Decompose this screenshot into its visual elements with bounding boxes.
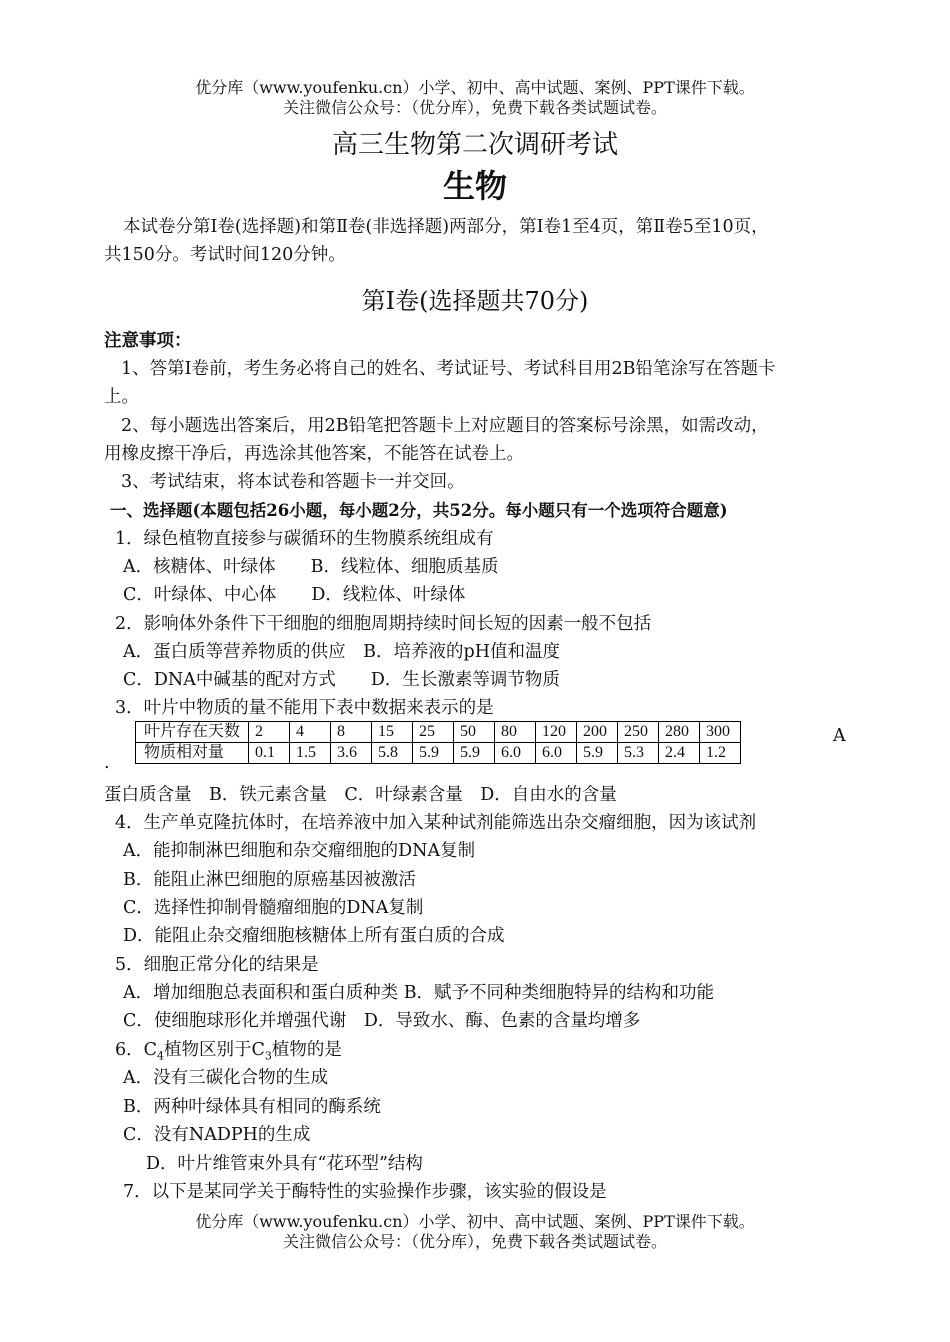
q5-options-cd: C．使细胞球形化并增强代谢 D．导致水、酶、色素的含量均增多 xyxy=(123,1011,641,1031)
table-cell: 50 xyxy=(454,722,495,743)
q3-data-table xyxy=(135,721,741,764)
table-cell: 4 xyxy=(290,722,331,743)
q3-option-a-letter: A xyxy=(833,726,846,746)
table-cell: 80 xyxy=(495,722,536,743)
notes-heading: 注意事项： xyxy=(104,331,192,351)
q7-stem: 7．以下是某同学关于酶特性的实验操作步骤，该实验的假设是 xyxy=(123,1182,607,1202)
q6-option-d: D．叶片维管束外具有“花环型”结构 xyxy=(146,1154,423,1174)
q6-sub-3: 3 xyxy=(264,1049,272,1063)
q4-option-b: B．能阻止淋巴细胞的原癌基因被激活 xyxy=(123,870,416,890)
table-cell: 200 xyxy=(577,722,618,743)
table-cell: 120 xyxy=(536,722,577,743)
q4-option-d: D．能阻止杂交瘤细胞核糖体上所有蛋白质的合成 xyxy=(123,926,505,946)
section-title: 第Ⅰ卷(选择题共70分) xyxy=(361,287,589,315)
table-cell: 1.2 xyxy=(700,743,741,764)
q6-stem-post: 植物的是 xyxy=(271,1040,342,1060)
q6-stem-mid: 植物区别于C xyxy=(164,1040,265,1060)
table-cell: 280 xyxy=(659,722,700,743)
row-label-days: 叶片存在天数 xyxy=(136,722,249,743)
q6-option-b: B．两种叶绿体具有相同的酶系统 xyxy=(123,1097,381,1117)
table-cell: 6.0 xyxy=(495,743,536,764)
row-label-amount: 物质相对量 xyxy=(136,743,249,764)
q1-options-ab: A．核糖体、叶绿体 B．线粒体、细胞质基质 xyxy=(123,557,499,577)
note-2a: 2、每小题选出答案后，用2B铅笔把答题卡上对应题目的答案标号涂黑，如需改动， xyxy=(121,416,769,436)
q5-options-ab: A．增加细胞总表面积和蛋白质种类 B．赋予不同种类细胞特异的结构和功能 xyxy=(123,983,715,1003)
table-cell: 5.9 xyxy=(577,743,618,764)
table-cell: 5.3 xyxy=(618,743,659,764)
q6-stem-pre: 6．C xyxy=(115,1040,158,1060)
table-cell: 3.6 xyxy=(331,743,372,764)
table-cell: 2.4 xyxy=(659,743,700,764)
q3-stem: 3．叶片中物质的量不能用下表中数据来表示的是 xyxy=(115,698,494,718)
q1-stem: 1．绿色植物直接参与碳循环的生物膜系统组成有 xyxy=(115,529,494,549)
table-cell: 5.8 xyxy=(372,743,413,764)
table-cell: 0.1 xyxy=(249,743,290,764)
q2-stem: 2．影响体外条件下干细胞的细胞周期持续时间长短的因素一般不包括 xyxy=(115,614,652,634)
table-cell: 6.0 xyxy=(536,743,577,764)
table-cell: 5.9 xyxy=(454,743,495,764)
note-1a: 1、答第Ⅰ卷前，考生务必将自己的姓名、考试证号、考试科目用2B铅笔涂写在答题卡 xyxy=(121,359,776,379)
q6-option-c: C．没有NADPH的生成 xyxy=(123,1125,311,1145)
note-3: 3、考试结束，将本试卷和答题卡一并交回。 xyxy=(121,472,465,492)
table-cell: 15 xyxy=(372,722,413,743)
q4-option-c: C．选择性抑制骨髓瘤细胞的DNA复制 xyxy=(123,898,424,918)
q6-stem xyxy=(115,1036,342,1063)
table-cell: 25 xyxy=(413,722,454,743)
footer-line-2: 关注微信公众号：（优分库），免费下载各类试题试卷。 xyxy=(282,1232,667,1251)
part1-heading: 一、选择题(本题包括26小题，每小题2分，共52分。每小题只有一个选项符合题意) xyxy=(110,501,728,520)
header-line-2: 关注微信公众号：（优分库），免费下载各类试题试卷。 xyxy=(282,98,667,117)
intro-line-1: 本试卷分第Ⅰ卷(选择题)和第Ⅱ卷(非选择题)两部分，第Ⅰ卷1至4页，第Ⅱ卷5至10页， xyxy=(123,217,769,237)
exam-title: 高三生物第二次调研考试 xyxy=(331,130,618,160)
header-line-1: 优分库（www.youfenku.cn）小学、初中、高中试题、案例、PPT课件下载。 xyxy=(195,78,755,97)
q6-option-a: A．没有三碳化合物的生成 xyxy=(123,1068,329,1088)
q6-sub-4: 4 xyxy=(157,1049,165,1063)
q3-dot: . xyxy=(104,753,110,773)
table-cell: 5.9 xyxy=(413,743,454,764)
table-row-amounts xyxy=(136,743,741,764)
footer-line-1: 优分库（www.youfenku.cn）小学、初中、高中试题、案例、PPT课件下载。 xyxy=(195,1212,755,1231)
q2-options-cd: C．DNA中碱基的配对方式 D．生长激素等调节物质 xyxy=(123,670,560,690)
q3-options: 蛋白质含量 B．铁元素含量 C．叶绿素含量 D．自由水的含量 xyxy=(104,785,617,805)
table-cell: 1.5 xyxy=(290,743,331,764)
table-cell: 8 xyxy=(331,722,372,743)
table-cell: 300 xyxy=(700,722,741,743)
table-row-days xyxy=(136,722,741,743)
q2-options-ab: A．蛋白质等营养物质的供应 B．培养液的pH值和温度 xyxy=(123,642,560,662)
note-2b: 用橡皮擦干净后，再选涂其他答案，不能答在试卷上。 xyxy=(104,444,524,464)
q5-stem: 5．细胞正常分化的结果是 xyxy=(115,955,319,975)
table-cell: 250 xyxy=(618,722,659,743)
note-1b: 上。 xyxy=(104,387,139,407)
subject-title: 生物 xyxy=(442,167,507,205)
q1-options-cd: C．叶绿体、中心体 D．线粒体、叶绿体 xyxy=(123,585,466,605)
intro-line-2: 共150分。考试时间120分钟。 xyxy=(104,245,346,265)
table-cell: 2 xyxy=(249,722,290,743)
q4-stem: 4．生产单克隆抗体时，在培养液中加入某种试剂能筛选出杂交瘤细胞，因为该试剂 xyxy=(115,813,757,833)
q4-option-a: A．能抑制淋巴细胞和杂交瘤细胞的DNA复制 xyxy=(123,841,476,861)
